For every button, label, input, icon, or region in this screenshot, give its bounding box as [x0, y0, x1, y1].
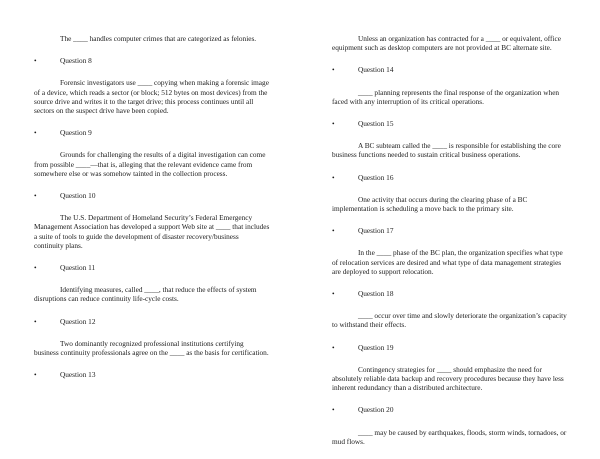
question-heading — [34, 56, 270, 65]
question-text: A BC subteam called the ____ is responsible for establishing the core business functions needed to sustain critical business operations. — [332, 141, 561, 160]
bullet-point: • — [332, 226, 335, 236]
bullet-point: • — [34, 191, 37, 201]
bullet-point: • — [34, 56, 37, 66]
question-text: Contingency strategies for ____ should emphasize the need for absolutely reliable data backup and recovery procedures because they have less inherent redundancy than a distributed architecture. — [332, 364, 564, 393]
question-text-block — [332, 88, 568, 106]
question-number: Question 13 — [60, 370, 96, 380]
question-heading — [332, 119, 568, 128]
question-text: The ____ handles computer crimes that are categorized as felonies. — [60, 34, 257, 43]
bullet-point: • — [332, 172, 335, 182]
bullet-point: • — [332, 405, 335, 415]
question-number: Question 19 — [358, 342, 394, 352]
question-number: Question 18 — [358, 289, 394, 299]
bullet-point: • — [34, 316, 37, 326]
question-text-block — [34, 285, 270, 303]
question-number: Question 10 — [60, 191, 96, 201]
question-text-block — [34, 339, 270, 357]
question-heading — [332, 289, 568, 298]
question-heading — [332, 405, 568, 414]
question-number: Question 16 — [358, 172, 394, 182]
question-number: Question 17 — [358, 226, 394, 236]
bullet-point: • — [34, 370, 37, 380]
bullet-point: • — [332, 119, 335, 129]
question-text: ____ may be caused by earthquakes, floods, storm winds, tornadoes, or mud flows. — [332, 427, 567, 446]
right-column — [332, 34, 568, 459]
bullet-point: • — [34, 263, 37, 273]
question-text: In the ____ phase of the BC plan, the organization specifies what type of relocation services are desired and what type of data management strategies are deployed to support relocation. — [332, 248, 563, 276]
question-heading — [34, 128, 270, 137]
question-text-block — [332, 141, 568, 159]
question-heading — [34, 191, 270, 200]
question-text: The U.S. Department of Homeland Security’s Federal Emergency Management Association has developed a support Web site at ____ that includes a suite of tools to guide the development of disaster recovery/business continuity plans. — [34, 213, 270, 250]
question-text-block — [34, 34, 270, 43]
question-text-block — [34, 78, 270, 115]
left-column — [34, 34, 270, 392]
question-text-block — [34, 213, 270, 250]
bullet-point: • — [332, 342, 335, 352]
question-text-block — [332, 365, 568, 393]
question-text: Two dominantly recognized professional institutions certifying business continuity professionals agree on the ____ as the basis for certification. — [34, 338, 269, 358]
question-number: Question 14 — [358, 65, 394, 75]
bullet-point: • — [332, 289, 335, 299]
question-text-block — [332, 34, 568, 52]
bullet-point: • — [332, 65, 335, 75]
question-text-block — [332, 195, 568, 213]
question-text: Identifying measures, called ____, that reduce the effects of system disruptions can reduce continuity life-cycle costs. — [34, 285, 257, 304]
question-text: Grounds for challenging the results of a digital investigation can come from possible ____—that is, alleging that the relevant evidence came from somewhere else or was somehow tainted in the collection process. — [34, 150, 266, 178]
question-heading — [34, 317, 270, 326]
question-number: Question 11 — [60, 263, 96, 273]
question-text-block — [332, 311, 568, 329]
question-heading — [332, 65, 568, 74]
question-number: Question 8 — [60, 56, 92, 66]
question-text-block — [34, 150, 270, 178]
question-text: ____ occur over time and slowly deteriorate the organization’s capacity to withstand their effects. — [332, 311, 567, 330]
question-text: Unless an organization has contracted for a ____ or equivalent, office equipment such as desktop computers are not provided at BC alternate site. — [332, 34, 561, 53]
question-text: Forensic investigators use ____ copying when making a forensic image of a device, which reads a sector (or block; 512 bytes on most devices) from the source drive and writes it to the target drive; this process continues until all sectors on the suspect drive have been copied. — [34, 78, 269, 116]
question-heading — [332, 343, 568, 352]
question-heading — [332, 173, 568, 182]
question-text-block — [332, 428, 568, 446]
question-heading — [34, 370, 270, 379]
bullet-point: • — [34, 128, 37, 138]
question-heading — [34, 263, 270, 272]
question-text-block — [332, 248, 568, 276]
question-number: Question 20 — [358, 405, 394, 415]
question-text: ____ planning represents the final response of the organization when faced with any interruption of its critical operations. — [332, 87, 560, 106]
question-heading — [332, 226, 568, 235]
question-number: Question 12 — [60, 316, 96, 326]
question-number: Question 9 — [60, 128, 92, 138]
question-number: Question 15 — [358, 119, 394, 129]
question-text: One activity that occurs during the clearing phase of a BC implementation is scheduling a move back to the primary site. — [332, 194, 528, 214]
